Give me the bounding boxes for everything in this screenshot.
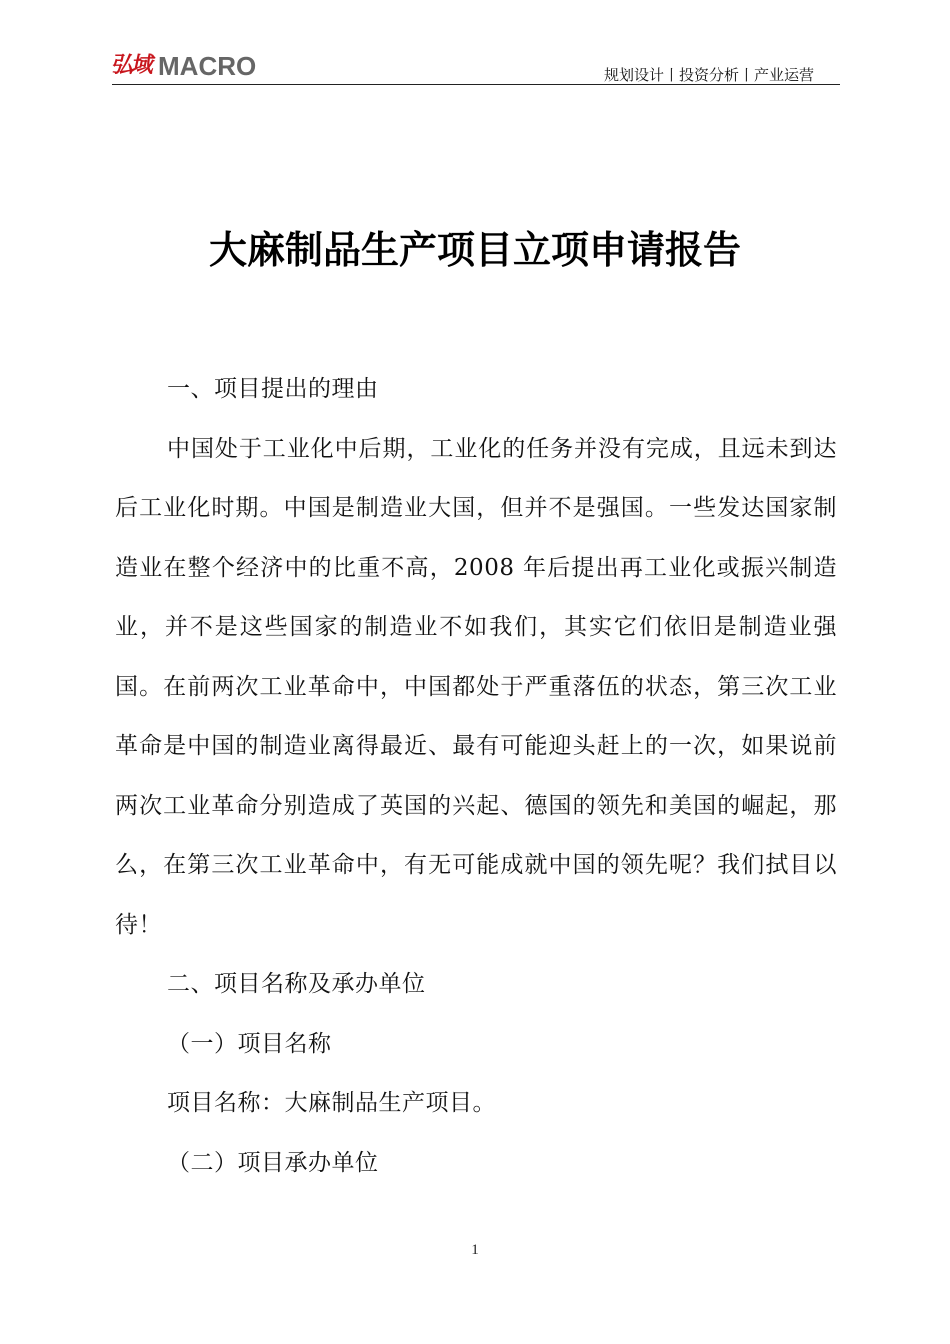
subheading-project-name: （一）项目名称 — [167, 1030, 332, 1057]
logo-text: MACRO — [158, 51, 257, 81]
logo-mark: 弘域 — [109, 53, 155, 78]
header-tagline: 规划设计丨投资分析丨产业运营 — [603, 66, 814, 84]
project-name-line: 项目名称：大麻制品生产项目。 — [167, 1090, 496, 1116]
section-heading-reason: 一、项目提出的理由 — [167, 376, 379, 402]
company-logo — [109, 50, 257, 82]
section-heading-name-and-unit: 二、项目名称及承办单位 — [167, 971, 426, 997]
subheading-host-unit: （二）项目承办单位 — [167, 1149, 379, 1176]
page-header — [109, 50, 840, 86]
header-divider — [112, 84, 840, 85]
body-paragraph: 中国处于工业化中后期，工业化的任务并没有完成，且远未到达后工业化时期。中国是制造业大国，但并不是强国。一些发达国家制造业在整个经济中的比重不高，2008 年后提出再工业化或振兴制造业，并不是这些国家的制造业不如我们，其实它们依旧是制造业强国。在前两次工业革命中，中国都处于严重落伍的状态，第三次工业革命是中国的制造业离得最近、最有可能迎头赶上的一次，如果说前两次工业革命分别造成了英国的兴起、德国的领先和美国的崛起，那么，在第三次工业革命中，有无可能成就中国的领先呢？我们拭目以待！ — [115, 435, 837, 938]
document-body — [115, 360, 837, 1193]
document-title: 大麻制品生产项目立项申请报告 — [208, 228, 741, 272]
page-number: 1 — [471, 1242, 479, 1258]
